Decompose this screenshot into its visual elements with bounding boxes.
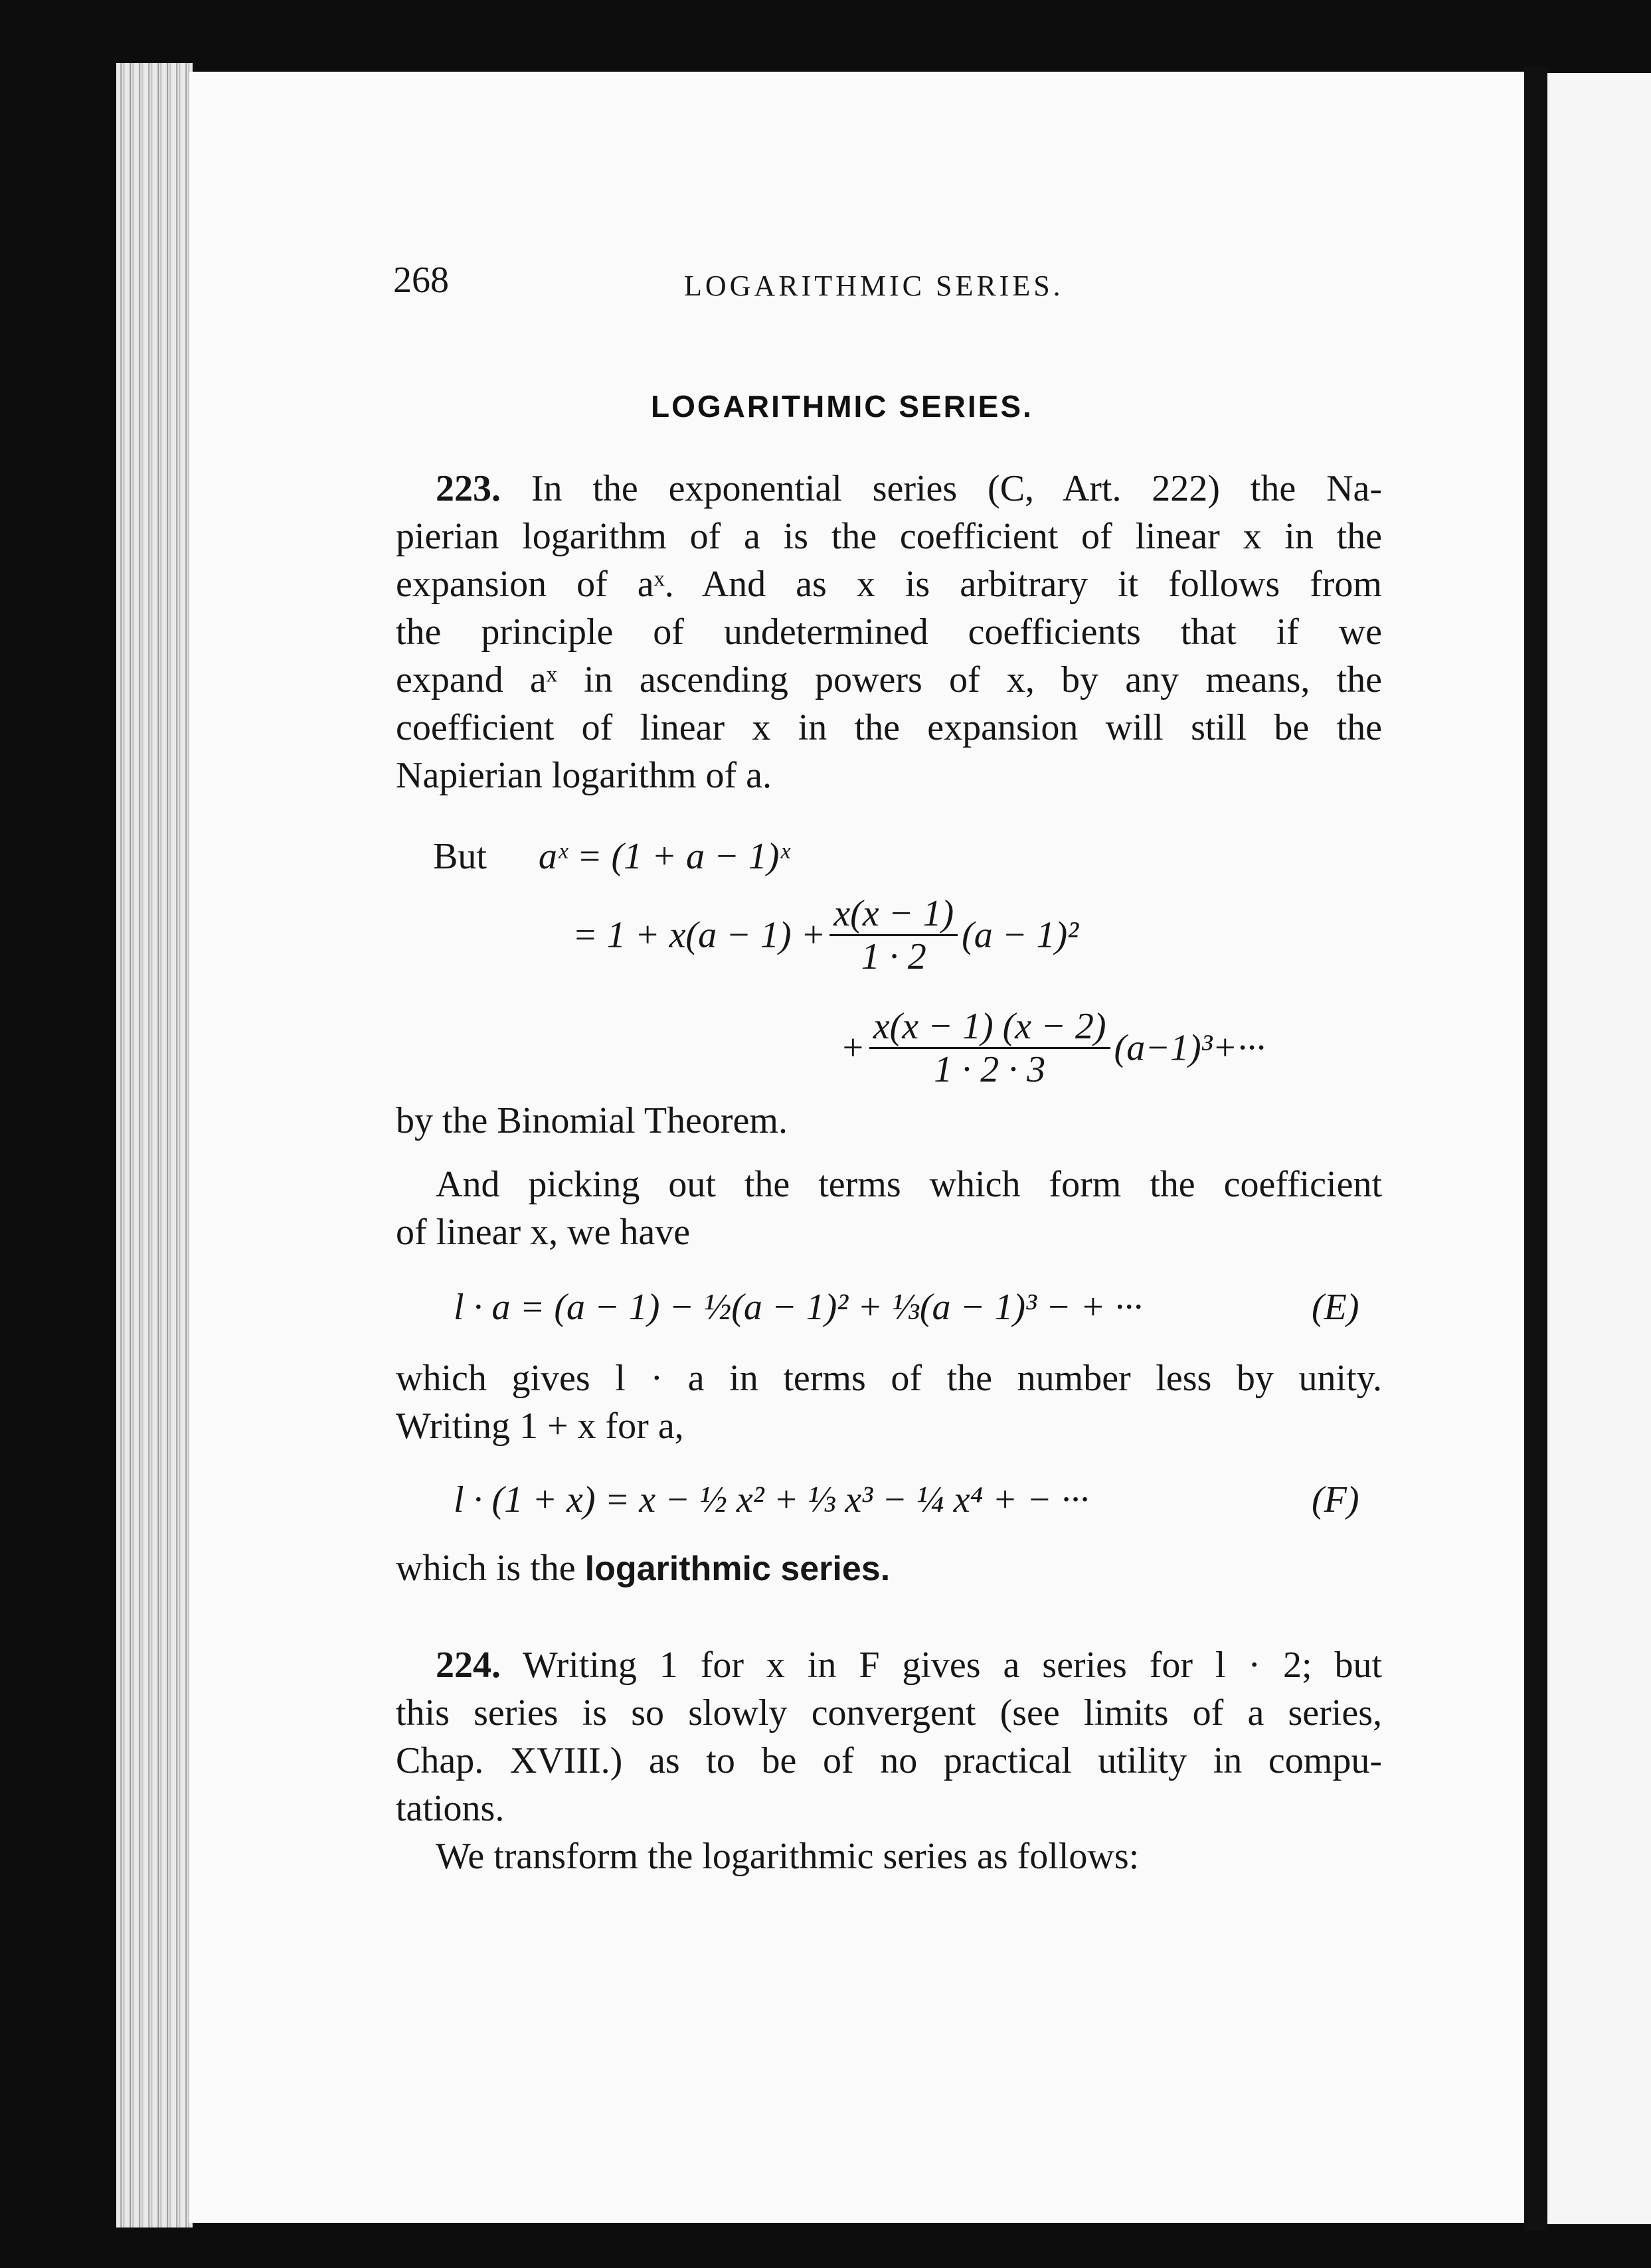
equation-expression: + [840, 1027, 865, 1069]
equation-expression: = 1 + x(a − 1) + [572, 914, 826, 956]
text-line: coefficient of linear x in the expansion will still be the [396, 707, 1382, 748]
article-223-first-line [396, 465, 1382, 513]
equation-expression: aˣ = (1 + a − 1)ˣ [538, 836, 790, 877]
coefficient-paragraph [396, 1161, 1382, 1256]
equation-e-label: (E) [1312, 1287, 1359, 1328]
fraction-denominator: 1 · 2 · 3 [934, 1049, 1046, 1090]
text-line: expand aˣ in ascending powers of x, by any means, the [396, 659, 1382, 700]
book-binding-edge [116, 63, 193, 2228]
text-line: We transform the logarithmic series as follows: [436, 1836, 1140, 1877]
text-line: pierian logarithm of a is the coefficient of linear x in the [396, 516, 1382, 557]
text-line: which gives l · a in terms of the number less by unity. [396, 1358, 1382, 1399]
text-line: expansion of aˣ. And as x is arbitrary it follows from [396, 564, 1382, 605]
fraction-numerator: x(x − 1) (x − 2) [869, 1006, 1110, 1049]
text-line: this series is so slowly convergent (see limits of a series, [396, 1692, 1382, 1734]
facing-page-edge [1547, 73, 1651, 2224]
fraction [869, 1006, 1110, 1090]
transform-sentence [396, 1832, 1382, 1880]
equation-binomial-line-3 [840, 1006, 1265, 1090]
section-heading: LOGARITHMIC SERIES. [651, 389, 1033, 424]
text-line: Napierian logarithm of a. [396, 755, 772, 796]
fraction [829, 893, 958, 977]
logarithmic-series-term: logarithmic series. [584, 1550, 891, 1588]
fraction-numerator: x(x − 1) [829, 893, 958, 936]
article-number: 224. [436, 1645, 501, 1686]
page-gutter [1524, 66, 1548, 2231]
text-line: Chap. XVIII.) as to be of no practical utility in compu- [396, 1740, 1382, 1781]
text-line: And picking out the terms which form the coefficient [436, 1164, 1382, 1205]
log-terms-paragraph [396, 1354, 1382, 1450]
article-223-paragraph [396, 465, 1382, 799]
text-line: the principle of undetermined coefficients that if we [396, 611, 1382, 653]
text-line: of linear x, we have [396, 1212, 691, 1253]
equation-expression: (a − 1)² [962, 914, 1079, 956]
equation-binomial-line-2 [572, 893, 1079, 977]
article-224-paragraph [396, 1641, 1382, 1832]
binomial-note [396, 1097, 1382, 1145]
sentence-prefix: which is the [396, 1548, 585, 1589]
text-line: tations. [396, 1788, 505, 1829]
text-line: Writing 1 for x in F gives a series for l · 2; but [522, 1645, 1383, 1686]
equation-expression: (a−1)³+··· [1114, 1027, 1266, 1069]
text-line: Writing 1 + x for a, [396, 1406, 684, 1447]
logarithmic-series-sentence [396, 1544, 1382, 1593]
equation-e: l · a = (a − 1) − ½(a − 1)² + ⅓(a − 1)³ − + ··· [454, 1287, 1143, 1328]
equation-f: l · (1 + x) = x − ½ x² + ⅓ x³ − ¼ x⁴ + − ··· [454, 1479, 1089, 1520]
equation-binomial-line-1 [433, 835, 790, 878]
fraction-denominator: 1 · 2 [861, 936, 926, 977]
article-number: 223. [436, 468, 501, 509]
text-line: In the exponential series (C, Art. 222) the Na- [531, 468, 1383, 509]
running-title: LOGARITHMIC SERIES. [684, 270, 1064, 302]
text-line [396, 1544, 1382, 1593]
page-number: 268 [393, 260, 449, 301]
text-line: by the Binomial Theorem. [396, 1100, 788, 1141]
article-224-first-line [396, 1641, 1382, 1689]
equation-f-label: (F) [1312, 1479, 1359, 1520]
equation-lead-word: But [433, 836, 487, 877]
